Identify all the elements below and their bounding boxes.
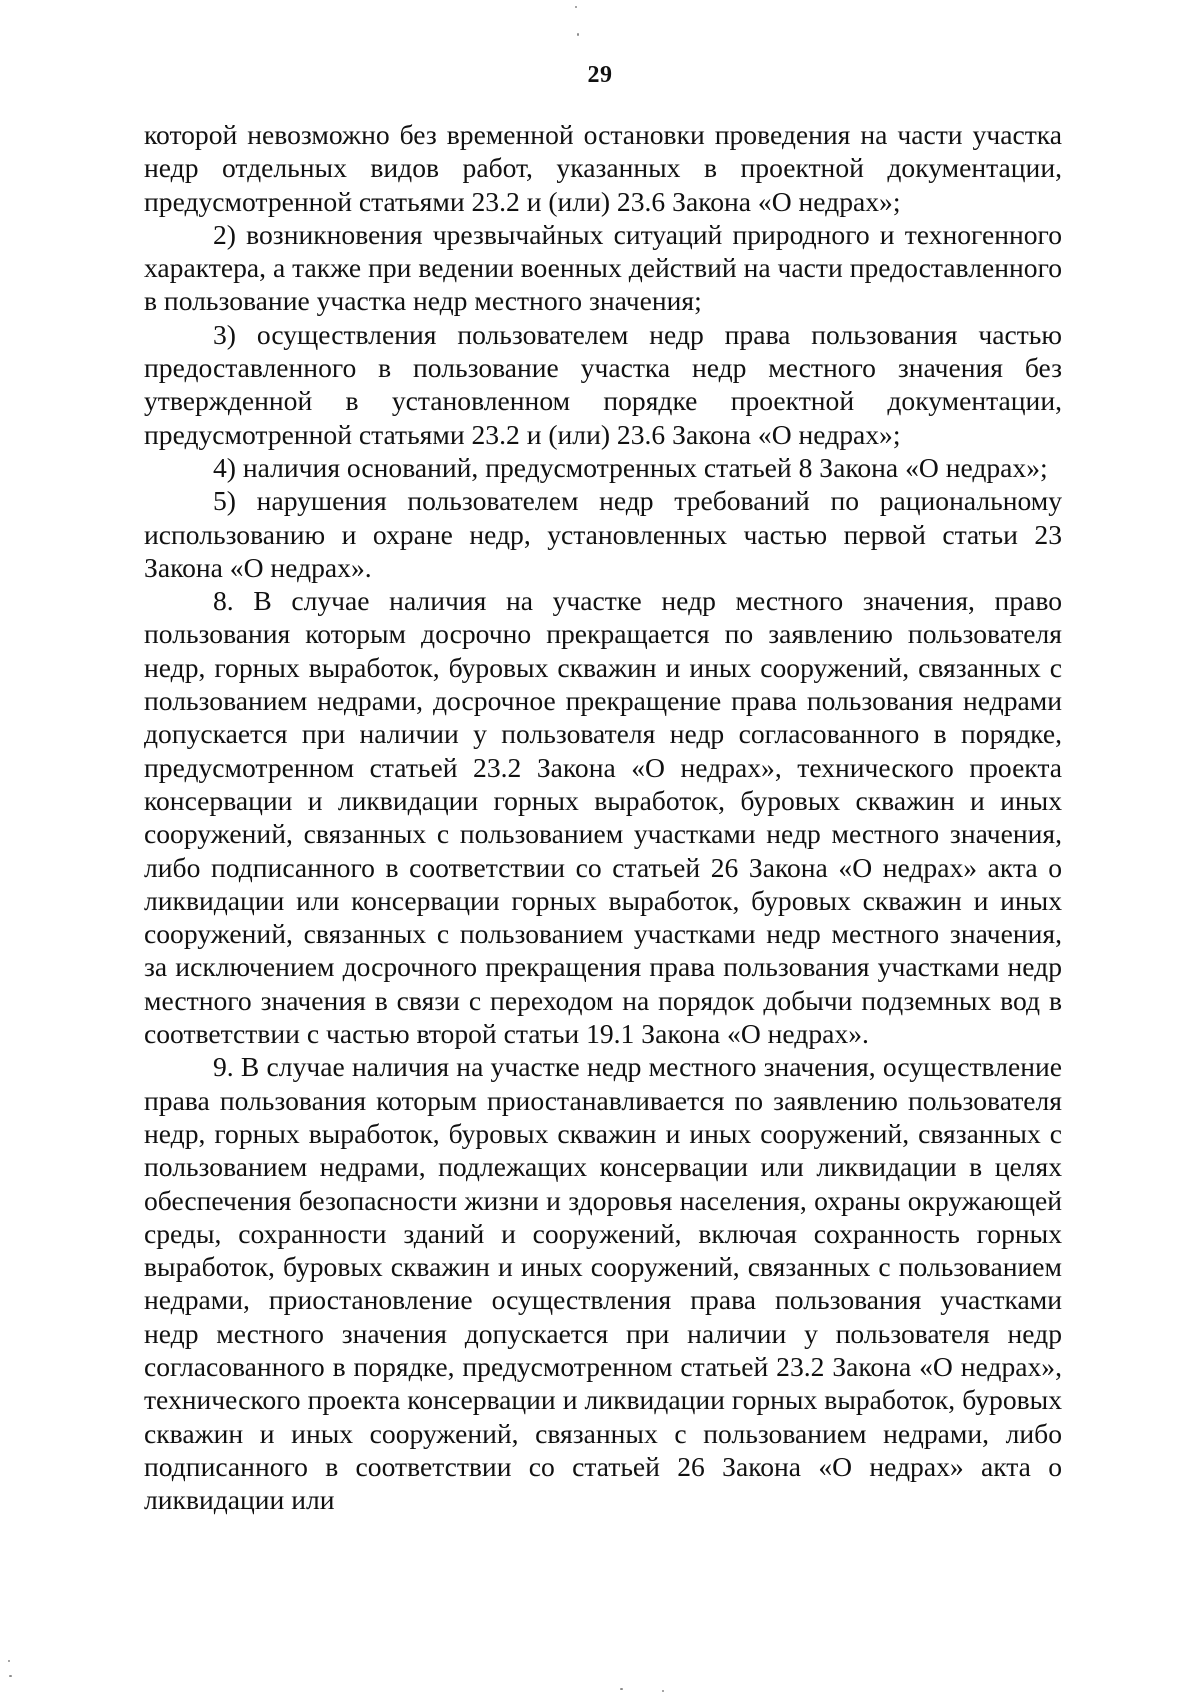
- scan-speck: [577, 33, 579, 36]
- scan-speck: [9, 1675, 12, 1677]
- document-body: [144, 118, 1062, 1516]
- scan-speck: [662, 1690, 664, 1692]
- list-item-2: 2) возникновения чрезвычайных ситуаций природного и техногенного характера, а также при ведении военных действий на части предоставленного в пользование участка недр местного значения;: [144, 218, 1062, 317]
- paragraph-continuation: которой невозможно без временной остановки проведения на части участка недр отдельных видов работ, указанных в проектной документации, предусмотренной статьями 23.2 и (или) 23.6 Закона «О недрах»;: [144, 119, 1062, 217]
- clause-8: 8. В случае наличия на участке недр местного значения, право пользования которым досрочно прекращается по заявлению пользователя недр, горных выработок, буровых скважин и иных сооружений, связанных с пользованием недрами, досрочное прекращение права пользования недрами допускается при наличии у пользователя недр согласованного в порядке, предусмотренном статьей 23.2 Закона «О недрах», технического проекта консервации и ликвидации горных выработок, буровых скважин и иных сооружений, связанных с пользованием участками недр местного значения, либо подписанного в соответствии со статьей 26 Закона «О недрах» акта о ликвидации или консервации горных выработок, буровых скважин и иных сооружений, связанных с пользованием участками недр местного значения, за исключением досрочного прекращения права пользования участками недр местного значения в связи с переходом на порядок добычи подземных вод в соответствии с частью второй статьи 19.1 Закона «О недрах».: [144, 585, 1062, 1050]
- scan-speck: [620, 1688, 623, 1690]
- page-number: 29: [587, 62, 613, 88]
- scan-speck: [8, 1660, 10, 1662]
- clause-9: 9. В случае наличия на участке недр местного значения, осуществление права пользования которым приостанавливается по заявлению пользователя недр, горных выработок, буровых скважин и иных сооружений, связанных с пользованием недрами, подлежащих консервации или ликвидации в целях обеспечения безопасности жизни и здоровья населения, охраны окружающей среды, сохранности зданий и сооружений, включая сохранность горных выработок, буровых скважин и иных сооружений, связанных с пользованием недрами, приостановление осуществления права пользования участками недр местного значения допускается при наличии у пользователя недр согласованного в порядке, предусмотренном статьей 23.2 Закона «О недрах», технического проекта консервации и ликвидации горных выработок, буровых скважин и иных сооружений, связанных с пользованием недрами, либо подписанного в соответствии со статьей 26 Закона «О недрах» акта о ликвидации или: [144, 1051, 1062, 1516]
- list-item-3: 3) осуществления пользователем недр права пользования частью предоставленного в пользование участка недр местного значения без утвержденной в установленном порядке проектной документации, предусмотренной статьями 23.2 и (или) 23.6 Закона «О недрах»;: [144, 318, 1062, 450]
- list-item-5: 5) нарушения пользователем недр требований по рациональному использованию и охране недр, установленных частью первой статьи 23 Закона «О недрах».: [144, 485, 1062, 583]
- list-item-4: 4) наличия оснований, предусмотренных статьей 8 Закона «О недрах»;: [213, 451, 1048, 483]
- scan-speck: [575, 6, 577, 8]
